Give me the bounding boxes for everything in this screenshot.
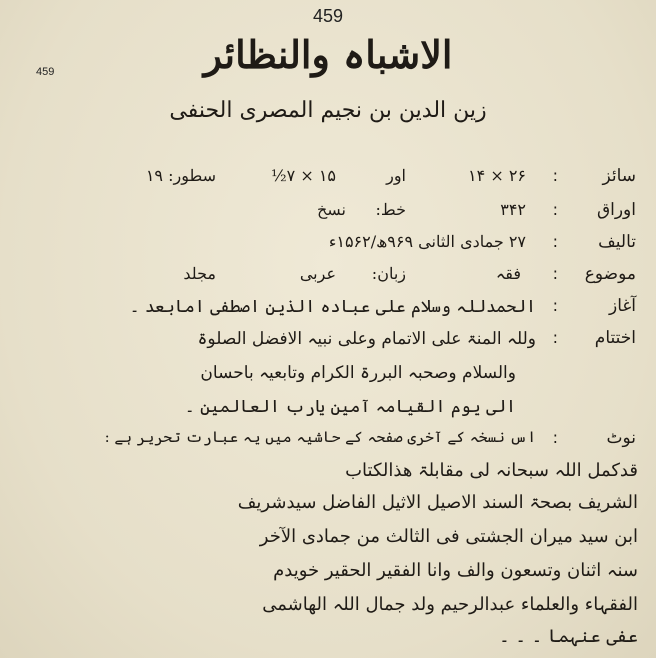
colon: : bbox=[552, 296, 558, 315]
note-line: سنہ اثنان وتسعون والف وانا الفقیر الحقیر خویدم bbox=[273, 560, 638, 581]
colon: : bbox=[552, 200, 558, 219]
subject-value: فقہ bbox=[495, 264, 521, 283]
leaves-label: اوراق bbox=[596, 200, 636, 220]
composition-label: تالیف bbox=[598, 232, 636, 252]
size-value-2: ۱۵ × ۷½ bbox=[271, 166, 336, 185]
subject-label: موضوع bbox=[584, 264, 636, 284]
language-value: عربی bbox=[299, 264, 336, 283]
opening-label: آغاز bbox=[608, 296, 636, 316]
ending-line-3: الی یوم القیامہ آمین یارب العالمین ۔ bbox=[184, 397, 516, 417]
colon: : bbox=[552, 232, 558, 251]
note-intro: اس نسخہ کے آخری صفحہ کے حاشیہ میں یہ عبارت تحریر ہے : bbox=[104, 428, 536, 446]
page-number-top: 459 bbox=[312, 6, 344, 26]
size-lines: سطور: ۱۹ bbox=[145, 166, 216, 185]
author-name: زین الدین بن نجیم المصری الحنفی bbox=[169, 98, 487, 123]
leaves-value: ۳۴۲ bbox=[500, 200, 526, 219]
page-number-left: 459 bbox=[36, 66, 55, 78]
note-line: ابن سید میران الجشتی فی الثالث من جمادی الآخر bbox=[259, 526, 638, 547]
size-label: سائز bbox=[602, 166, 636, 186]
note-line: عفی عنہما ۔ ۔ ۔ bbox=[499, 626, 638, 647]
book-title: الاشباہ والنظائر bbox=[203, 32, 453, 77]
colon: : bbox=[552, 428, 558, 447]
colon: : bbox=[552, 328, 558, 347]
language-label: زبان: bbox=[371, 264, 406, 283]
note-line: قدکمل اللہ سبحانہ لی مقابلۃ ھذالکتاب bbox=[345, 460, 638, 481]
ending-line-2: والسلام وصحبہ البررۃ الکرام وتابعیہ باحسان bbox=[200, 363, 516, 383]
composition-value: ۲۷ جمادی الثانی ۹۶۹ھ/۱۵۶۲ء bbox=[328, 232, 526, 251]
script-label: خط: bbox=[375, 200, 406, 219]
colon: : bbox=[552, 264, 558, 283]
note-line: الفقہاء والعلماء عبدالرحیم ولد جمال اللہ الھاشمی bbox=[262, 594, 638, 615]
script-value: نسخ bbox=[316, 200, 346, 219]
binding-value: مجلد bbox=[183, 264, 216, 283]
size-value: ۲۶ × ۱۴ bbox=[468, 166, 526, 185]
ending-label: اختتام bbox=[594, 328, 636, 348]
ending-line-1: وللہ المنۃ علی الاتمام وعلی نبیہ الافضل الصلوۃ bbox=[197, 329, 536, 349]
opening-text: الحمدللہ وسلام علی عبادہ الذین اصطفی امابعد ۔ bbox=[129, 297, 536, 317]
note-line: الشریف بصحۃ السند الاصیل الاثیل الفاضل سیدشریف bbox=[237, 492, 638, 513]
note-label: نوٹ bbox=[606, 428, 636, 448]
colon: : bbox=[552, 166, 558, 185]
size-and: اور bbox=[386, 166, 406, 185]
